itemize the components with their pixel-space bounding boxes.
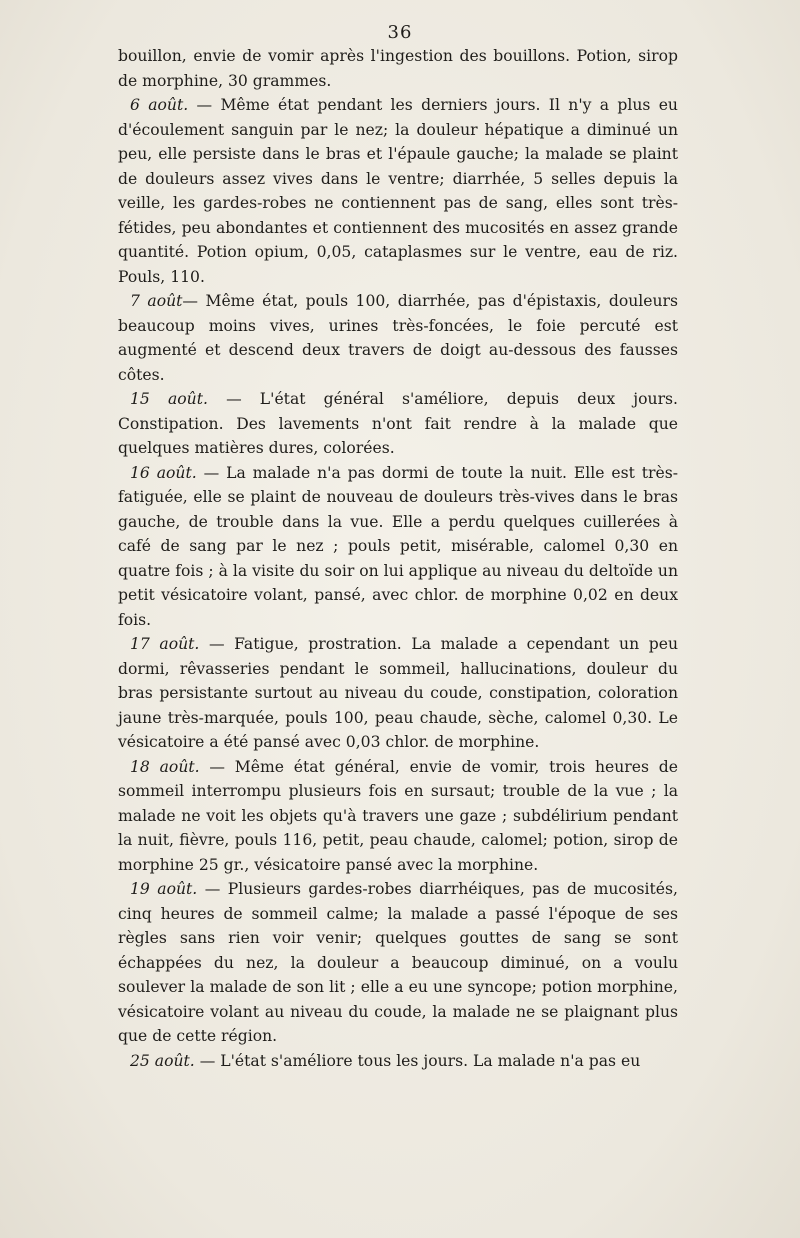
journal-entry (118, 289, 678, 387)
journal-entry (118, 461, 678, 633)
paragraph-text: bouillon, envie de vomir après l'ingestion des bouillons. Potion, sirop de morphine, 30 grammes. (118, 47, 678, 90)
entry-date: 18 août. (130, 757, 200, 776)
entry-date: 16 août. (130, 463, 197, 482)
entry-text: — Même état général, envie de vomir, trois heures de sommeil interrompu plusieurs fois en sursaut; trouble de la vue ; la malade ne voit les objets qu'à travers une gaze ; subdélirium pendant la nuit, fièvre, pouls 116, petit, peau chaude, calomel; potion, sirop de morphine 25 gr., vésicatoire pansé avec la morphine. (118, 757, 678, 874)
journal-entry (118, 877, 678, 1049)
journal-entry (118, 93, 678, 289)
entry-text: — L'état s'améliore tous les jours. La malade n'a pas eu (194, 1051, 641, 1070)
journal-entry (118, 632, 678, 755)
entry-date: 6 août. (130, 96, 189, 114)
entry-text: — L'état général s'améliore, depuis deux jours. Constipation. Des lavements n'ont fait rendre à la malade que quelques matières dures, colorées. (118, 390, 678, 457)
entry-date: 15 août. (130, 390, 208, 408)
paragraph (118, 44, 678, 93)
journal-entry (118, 755, 678, 878)
entry-date: 19 août. (130, 880, 198, 898)
entry-text: — Fatigue, prostration. La malade a cependant un peu dormi, rêvasseries pendant le sommeil, hallucinations, douleur du bras persistante surtout au niveau du coude, constipation, coloration jaune très-marquée, pouls 100, peau chaude, sèche, calomel 0,30. Le vésicatoire a été pansé avec 0,03 chlor. de morphine. (118, 635, 678, 751)
entry-text: — Même état, pouls 100, diarrhée, pas d'épistaxis, douleurs beaucoup moins vives, urines très-foncées, le foie percuté est augmenté et descend deux travers de doigt au-dessous des fausses côtes. (118, 292, 678, 384)
entry-date: 17 août. (130, 635, 200, 653)
journal-entry (118, 387, 678, 461)
journal-entry (118, 1049, 678, 1074)
entry-date: 25 août. (130, 1051, 195, 1070)
body-text (118, 44, 678, 1073)
page-number: 36 (387, 22, 413, 43)
entry-date: 7 août (130, 292, 183, 310)
entry-text: — La malade n'a pas dormi de toute la nuit. Elle est très-fatiguée, elle se plaint de nouveau de douleurs très-vives dans le bras gauche, de trouble dans la vue. Elle a perdu quelques cuillerées à café de sang par le nez ; pouls petit, misérable, calomel 0,30 en quatre fois ; à la visite du soir on lui applique au niveau du deltoïde un petit vésicatoire volant, pansé, avec chlor. de morphine 0,02 en deux fois. (118, 463, 678, 629)
entry-text: — Même état pendant les derniers jours. Il n'y a plus eu d'écoulement sanguin par le nez; la douleur hépatique a diminué un peu, elle persiste dans le bras et l'épaule gauche; la malade se plaint de douleurs assez vives dans le ventre; diarrhée, 5 selles depuis la veille, les gardes-robes ne contiennent pas de sang, elles sont très-fétides, peu abondantes et contiennent des mucosités en assez grande quantité. Potion opium, 0,05, cataplasmes sur le ventre, eau de riz. Pouls, 110. (118, 96, 678, 286)
entry-text: — Plusieurs gardes-robes diarrhéiques, pas de mucosités, cinq heures de sommeil calme; la malade a passé l'époque de ses règles sans rien voir venir; quelques gouttes de sang se sont échappées du nez, la douleur a beaucoup diminué, on a voulu soulever la malade de son lit ; elle a eu une syncope; potion morphine, vésicatoire volant au niveau du coude, la malade ne se plaignant plus que de cette région. (118, 880, 678, 1045)
